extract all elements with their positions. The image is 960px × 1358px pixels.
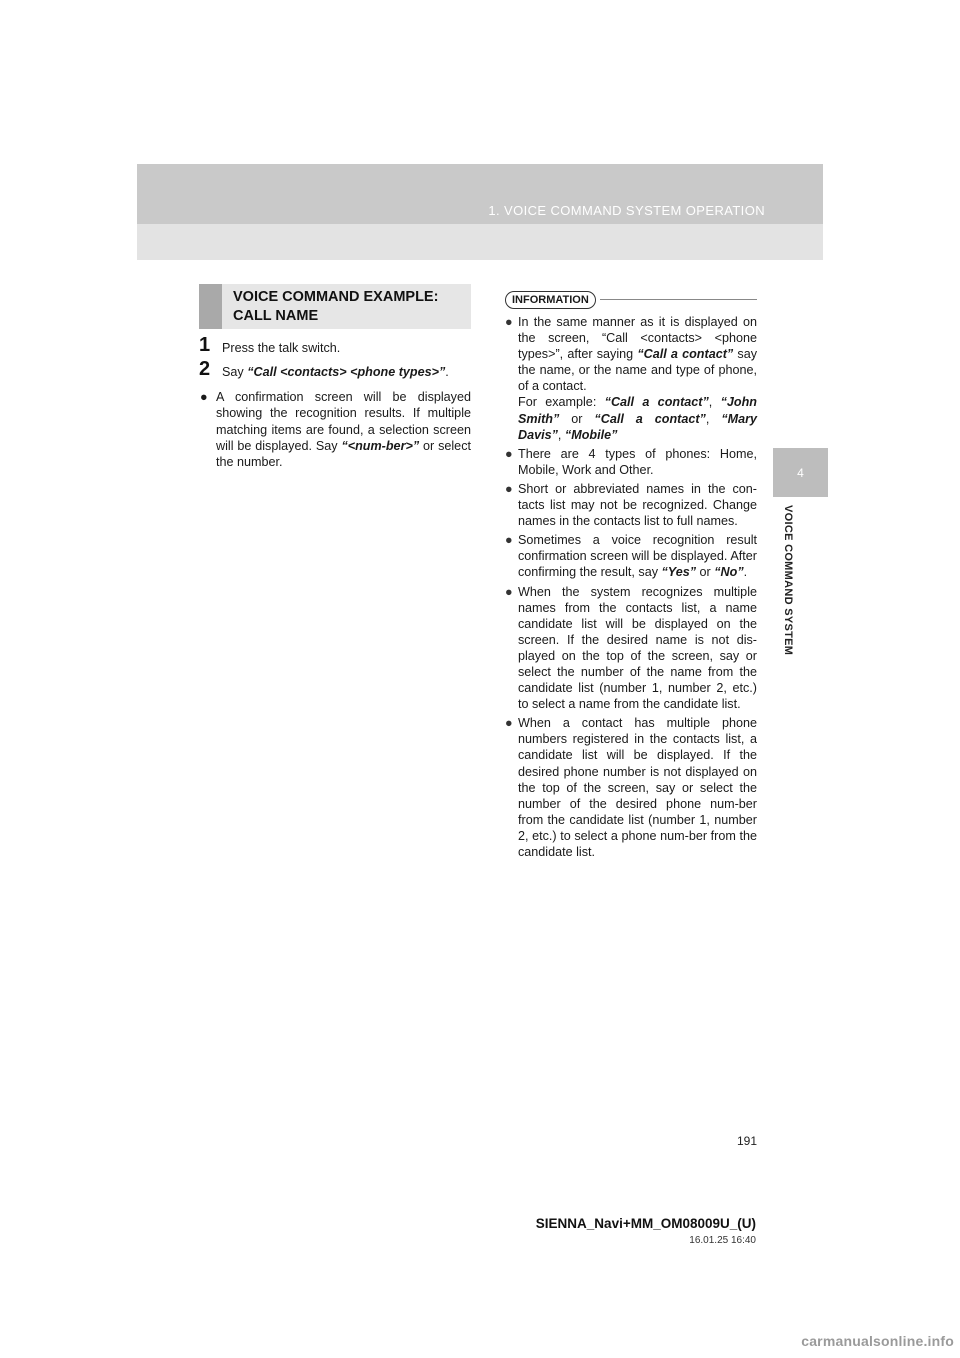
section-heading-text: VOICE COMMAND EXAMPLE: CALL NAME [233, 289, 439, 324]
header-subband [137, 224, 823, 260]
page-number: 191 [736, 1134, 757, 1148]
chapter-number-tab: 4 [773, 448, 828, 497]
step-2: 2 Say “Call <contacts> <phone types>”. [199, 358, 449, 381]
info-item: ● When a contact has multiple phone numbers registered in the contacts list, a candidate list will be displayed. If the desired phone number is not displayed on the top of the screen, say or select the number of the desired phone num-ber from the candidate list (number 1, number 2, etc.) to select a phone num-ber from the candidate list. [505, 716, 757, 859]
bullet-icon: ● [505, 481, 513, 496]
result-note: ● A confirmation screen will be displayed showing the recognition results. If multiple matching items are found, a selection screen will be displayed. Say “<num-ber>” or select the number. [200, 389, 471, 470]
step-text: Press the talk switch. [222, 341, 341, 355]
bullet-icon: ● [505, 533, 513, 548]
chapter-title: 1. VOICE COMMAND SYSTEM OPERATION [488, 203, 765, 218]
info-item: ● There are 4 types of phones: Home, Mobile, Work and Other. [505, 446, 757, 477]
step-1 [199, 334, 471, 356]
bullet-icon: ● [505, 716, 513, 731]
step-number: 2 [199, 358, 211, 381]
info-item: ● In the same manner as it is displayed on the screen, “Call <contacts> <phone types>”, after saying “Call a contact” say the name, or the name and type of phone, of a contact. For example: “Call a contact”, “John Smith” or “Call a contact”, “Mary Davis”, “Mobile” [505, 315, 758, 442]
info-item: ● When the system recognizes multiple names from the contacts list, a name candidate list will be displayed on the screen. If the desired name is not dis-played on the top of the screen, say or select the number of the name from the candidate list (number 1, number 2, etc.) to select a name from the candidate list. [505, 584, 757, 712]
information-rule [600, 299, 757, 300]
procedure-column [199, 334, 471, 471]
print-timestamp: 16.01.25 16:40 [689, 1235, 756, 1246]
step-number: 1 [199, 334, 211, 356]
chapter-side-label: VOICE COMMAND SYSTEM [782, 505, 794, 656]
info-item: ● Sometimes a voice recognition result confirmation screen will be displayed. After confirming the result, say “Yes” or “No”. [505, 533, 757, 580]
info-item: ● Short or abbreviated names in the con-tacts list may not be recognized. Change names in the contacts list to full names. [505, 481, 757, 529]
header-band [137, 164, 823, 224]
section-heading [199, 284, 471, 329]
information-label: INFORMATION [505, 291, 596, 309]
information-box [505, 291, 757, 860]
info-example: For example: “Call a contact”, “John Smith” or “Call a contact”, “Mary Davis”, “Mobile” [518, 395, 758, 442]
bullet-icon: ● [505, 584, 513, 599]
bullet-icon: ● [200, 389, 208, 404]
document-code: SIENNA_Navi+MM_OM08009U_(U) [535, 1216, 756, 1231]
site-watermark: carmanualsonline.info [801, 1333, 954, 1349]
bullet-icon: ● [505, 446, 513, 461]
bullet-icon: ● [505, 315, 513, 329]
section-heading-bar [199, 284, 222, 329]
